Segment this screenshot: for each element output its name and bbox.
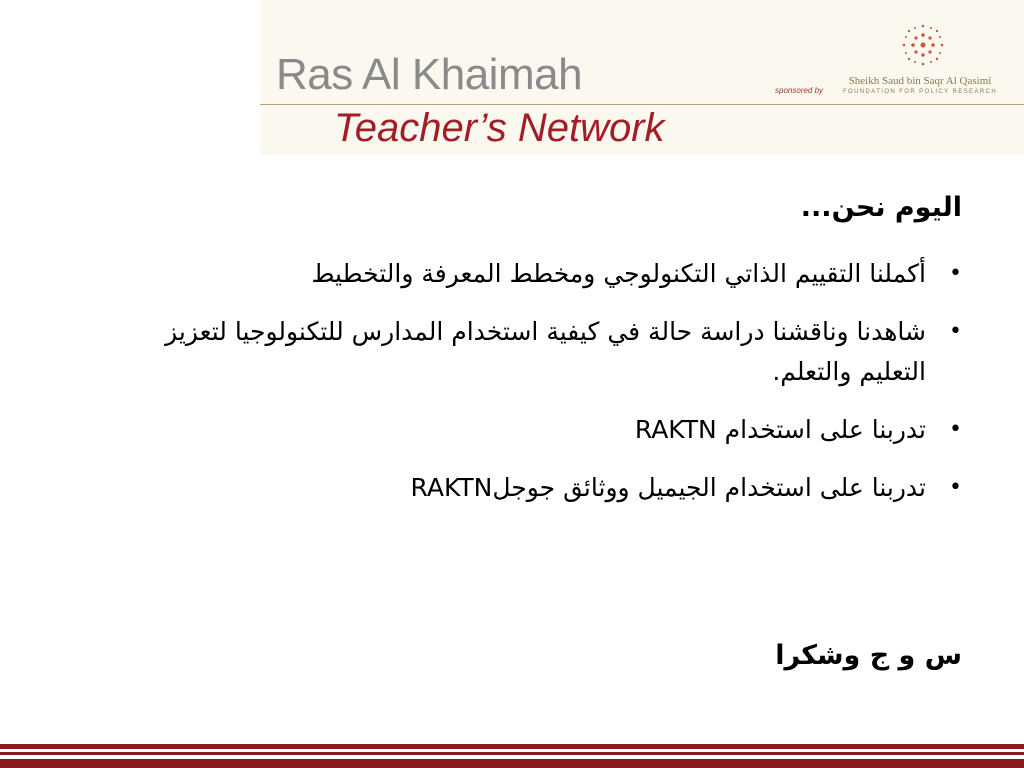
- footer-stripe: [0, 759, 1024, 768]
- header-divider: [260, 104, 1024, 105]
- header-title-line2: Teacher’s Network: [334, 106, 665, 150]
- bullet-dot-icon: •: [949, 319, 962, 344]
- bullet-item: [162, 410, 962, 450]
- bullet-dot-icon: •: [949, 261, 962, 286]
- header-title-line1: Ras Al Khaimah: [276, 50, 583, 99]
- starburst-logo-icon: [895, 18, 951, 76]
- bullet-item: [162, 254, 962, 294]
- bullet-dot-icon: •: [949, 475, 962, 500]
- bullet-text: شاهدنا وناقشنا دراسة حالة في كيفية استخدام المدارس للتكنولوجيا لتعزيز التعليم والتعلم.: [165, 317, 926, 386]
- slide-heading: اليوم نحن...: [800, 192, 962, 223]
- bullet-text: تدربنا على استخدام الجيميل ووثائق جوجلRAKTN: [410, 473, 926, 502]
- sponsored-by-label: sponsored by: [775, 86, 824, 95]
- closing-text: س و ج وشكرا: [775, 640, 962, 671]
- bullet-item: [162, 468, 962, 508]
- footer-stripe: [0, 752, 1024, 755]
- bullet-text: تدربنا على استخدام RAKTN: [634, 415, 926, 444]
- footer-stripe: [0, 744, 1024, 749]
- foundation-subtitle: FOUNDATION FOR POLICY RESEARCH: [842, 89, 998, 95]
- bullet-list: [162, 254, 962, 526]
- bullet-item: [162, 312, 962, 392]
- bullet-text: أكملنا التقييم الذاتي التكنولوجي ومخطط المعرفة والتخطيط: [311, 259, 926, 288]
- bullet-dot-icon: •: [949, 417, 962, 442]
- foundation-name: Sheikh Saud bin Saqr Al Qasimi: [848, 75, 992, 87]
